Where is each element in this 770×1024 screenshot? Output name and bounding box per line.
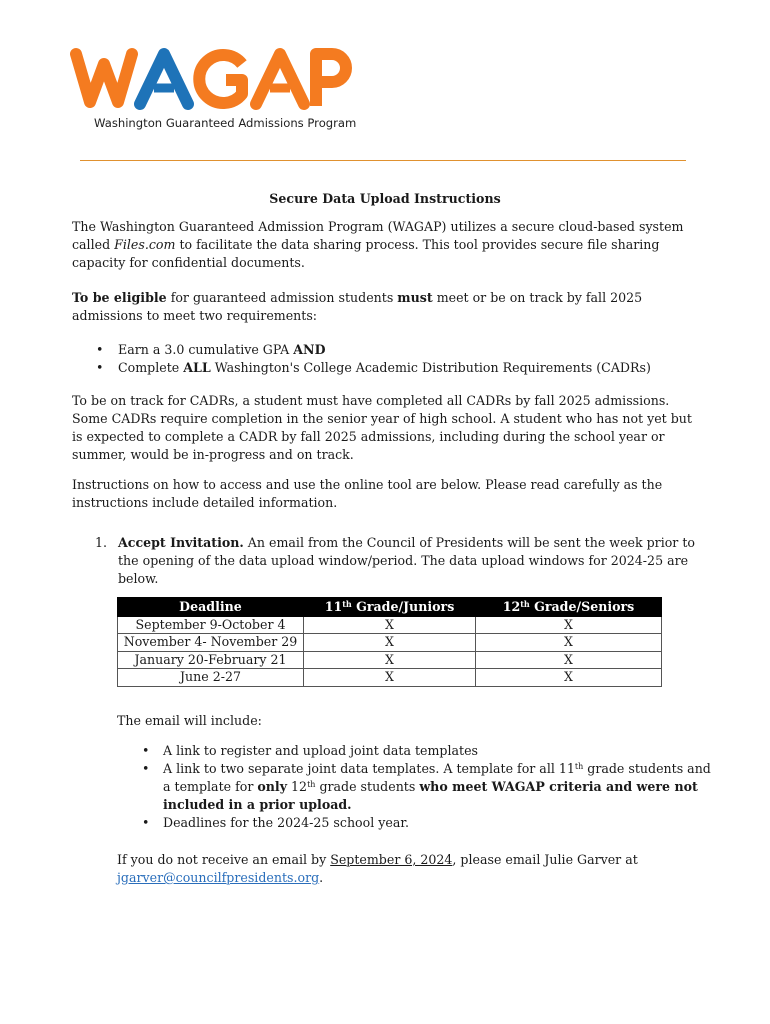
list-item: • Deadlines for the 2024-25 school year. [142,815,409,830]
logo-subtitle: Washington Guaranteed Admissions Program [94,116,357,130]
list-item: • A link to two separate joint data templates. A template for all 11th grade students and a template for only 12th grade students who meet WAGAP criteria and were not included in a prior upload. [142,761,711,812]
cell-deadline: November 4- November 29 [118,634,304,652]
cell-juniors: X [304,669,476,687]
cell-seniors: X [476,634,662,652]
page-title: Secure Data Upload Instructions [269,191,501,206]
cell-juniors: X [304,634,476,652]
list-item: • Earn a 3.0 cumulative GPA AND [96,342,326,357]
table-row [118,669,662,687]
cell-deadline: January 20-February 21 [118,651,304,669]
list-item: • A link to register and upload joint data templates [142,743,479,758]
contact-paragraph: If you do not receive an email by September 6, 2024, please email Julie Garver at jgarver@councilfpresidents.org. [117,852,638,885]
requirements-list [72,341,712,377]
intro-paragraph: The Washington Guaranteed Admission Program (WAGAP) utilizes a secure cloud-based system called Files.com to facilitate the data sharing process. This tool provides secure file sharing capacity for confidential documents. [72,219,684,270]
cell-seniors: X [476,651,662,669]
header-divider [80,160,686,161]
upload-windows-table [117,597,662,687]
email-deadline-date: September 6, 2024 [330,852,453,867]
tool-name: Files.com [114,237,176,252]
list-item: • Complete ALL Washington's College Academic Distribution Requirements (CADRs) [96,360,651,375]
table-row [118,651,662,669]
cadr-paragraph: To be on track for CADRs, a student must have completed all CADRs by fall 2025 admissions. Some CADRs require completion in the senior year of high school. A student who has not yet but is expected to complete a CADR by fall 2025 admissions, including during the school year or summer, would be in-progress and on track. [72,393,692,462]
instructions-paragraph: Instructions on how to access and use the online tool are below. Please read carefully as the instructions include detailed information. [72,477,663,510]
column-header-juniors: 11th Grade/Juniors [304,598,476,617]
wagap-wordmark-graphic [70,44,360,114]
step-1: 1. Accept Invitation. An email from the Council of Presidents will be sent the week prior to the opening of the data upload window/period. The data upload windows for 2024-25 are below. [95,535,695,586]
cell-deadline: June 2-27 [118,669,304,687]
column-header-seniors: 12th Grade/Seniors [476,598,662,617]
table-row [118,634,662,652]
contact-email-link[interactable]: jgarver@councilfpresidents.org [117,870,320,885]
cell-juniors: X [304,651,476,669]
email-contents-list [117,742,717,832]
column-header-deadline: Deadline [118,598,304,617]
step-number: 1. [95,535,108,550]
wagap-logo [70,44,360,136]
table-header-row [118,598,662,617]
table-row [118,616,662,634]
email-intro: The email will include: [117,713,262,728]
cell-deadline: September 9-October 4 [118,616,304,634]
eligibility-paragraph: To be eligible for guaranteed admission students must meet or be on track by fall 2025 admissions to meet two requirements: [72,290,643,323]
cell-seniors: X [476,616,662,634]
step-heading: Accept Invitation. [118,535,244,550]
cell-seniors: X [476,669,662,687]
cell-juniors: X [304,616,476,634]
